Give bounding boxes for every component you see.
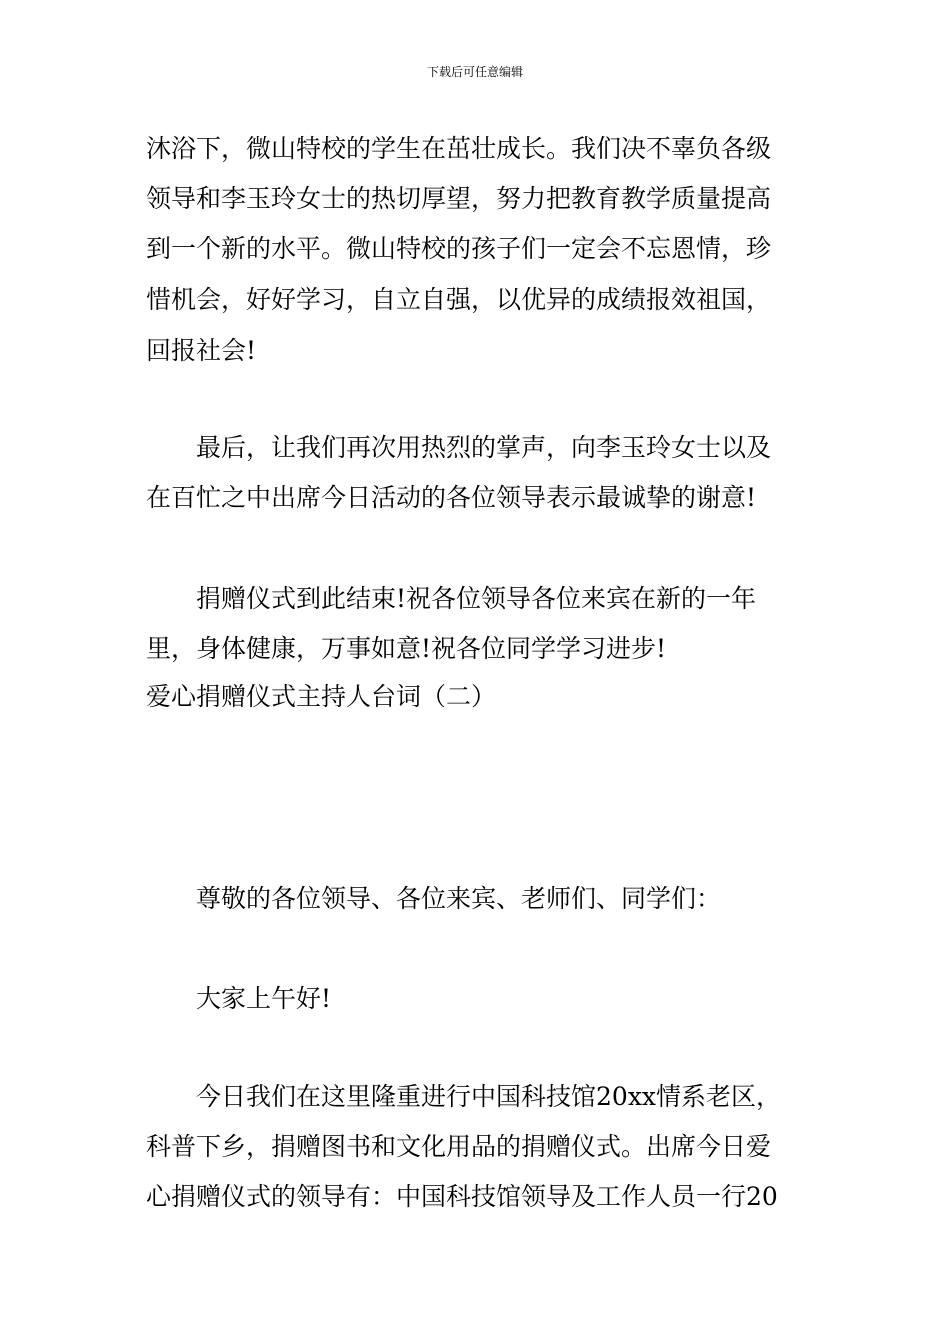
text-line: 心捐赠仪式的领导有：中国科技馆领导及工作人员一行20: [146, 1182, 778, 1211]
text-line: 科普下乡，捐赠图书和文化用品的捐赠仪式。出席今日爱: [146, 1132, 772, 1161]
text-line: 回报社会!: [146, 336, 257, 365]
page-header: 下载后可任意编辑: [426, 65, 523, 79]
paragraph-first-line: 今日我们在这里隆重进行中国科技馆20xx情系老区，: [196, 1082, 782, 1111]
greeting: 大家上午好!: [196, 984, 332, 1013]
text-line: 到一个新的水平。微山特校的孩子们一定会不忘恩情，珍: [146, 234, 772, 263]
text-line: 惜机会，好好学习，自立自强，以优异的成绩报效祖国，: [146, 285, 772, 314]
text-line: 里，身体健康，万事如意!祝各位同学学习进步!: [146, 634, 667, 663]
salutation: 尊敬的各位领导、各位来宾、老师们、同学们：: [196, 884, 722, 913]
text-line: 在百忙之中出席今日活动的各位领导表示最诚挚的谢意!: [146, 483, 757, 512]
text-line: 领导和李玉玲女士的热切厚望，努力把教育教学质量提高: [146, 184, 772, 213]
paragraph-first-line: 捐赠仪式到此结束!祝各位领导各位来宾在新的一年: [196, 584, 757, 613]
paragraph-first-line: 最后，让我们再次用热烈的掌声，向李玉玲女士以及: [196, 433, 772, 462]
text-line: 沐浴下，微山特校的学生在茁壮成长。我们决不辜负各级: [146, 134, 772, 163]
section-title: 爱心捐赠仪式主持人台词（二）: [146, 682, 497, 711]
